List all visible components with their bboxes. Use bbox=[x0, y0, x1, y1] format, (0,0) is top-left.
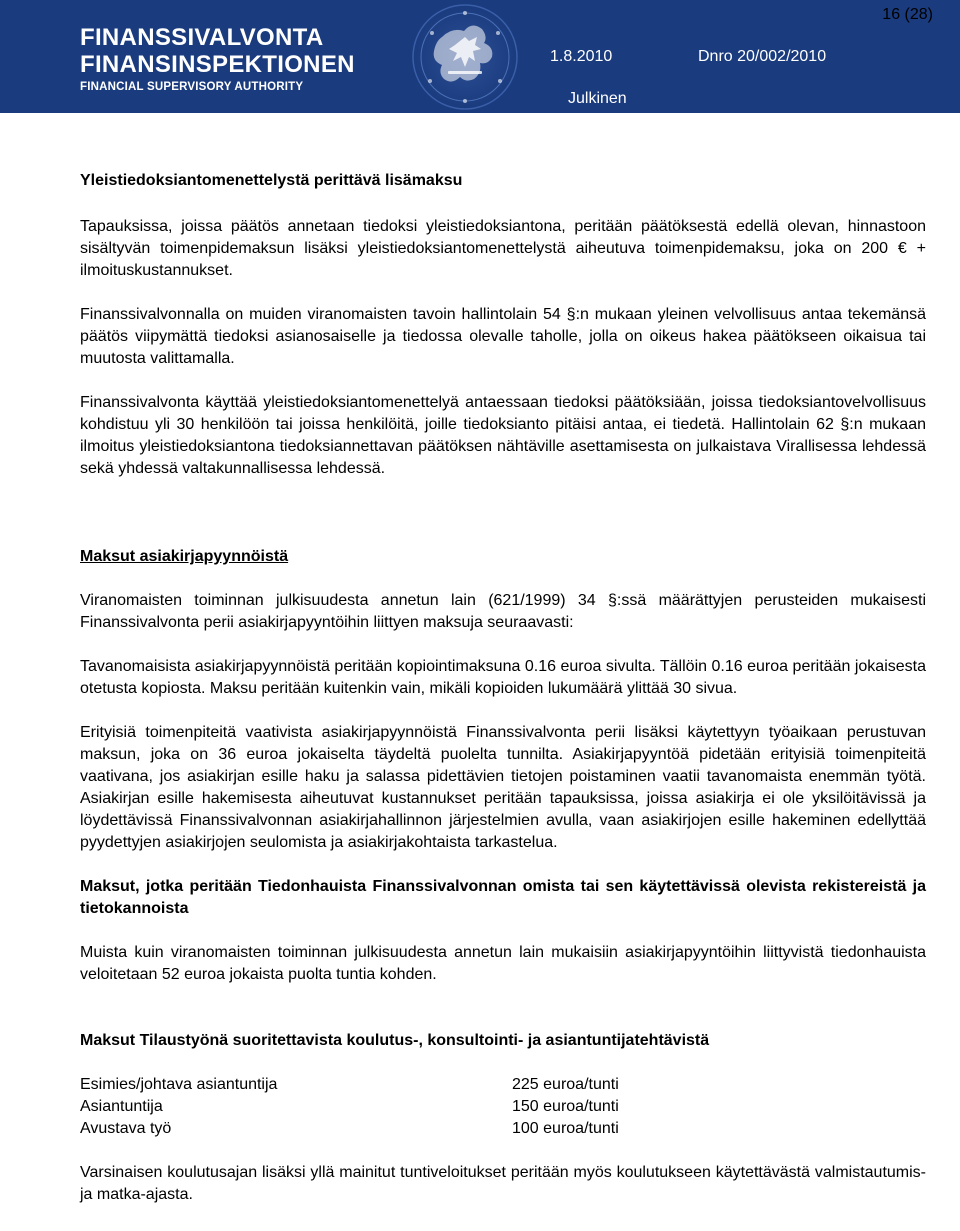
rate-role: Esimies/johtava asiantuntija bbox=[80, 1076, 278, 1093]
paragraph: Muista kuin viranomaisten toiminnan julkisuudesta annetun lain mukaisiin asiakirjapyyntöihin liittyvistä tiedonhauista veloitetaan 52 euroa jokaista puolta tuntia kohden. bbox=[80, 944, 926, 983]
page-number: 16 (28) bbox=[882, 6, 933, 23]
document-body bbox=[80, 170, 926, 1206]
rate-price: 100 euroa/tunti bbox=[512, 1120, 619, 1137]
logo-line-finansinspektionen: FINANSINSPEKTIONEN bbox=[80, 51, 355, 78]
paragraph: Tavanomaisista asiakirjapyynnöistä peritään kopiointimaksuna 0.16 euroa sivulta. Tällöin 0.16 euroa peritään jokaisesta otetusta kopiosta. Maksu peritään kuitenkin vain, mikäli kopioiden lukumäärä ylittää 30 sivua. bbox=[80, 658, 926, 697]
rate-price: 150 euroa/tunti bbox=[512, 1098, 619, 1115]
organization-logo bbox=[80, 24, 355, 95]
logo-line-english: FINANCIAL SUPERVISORY AUTHORITY bbox=[80, 81, 304, 93]
paragraph: Tapauksissa, joissa päätös annetaan tiedoksi yleistiedoksiantona, peritään päätöksestä edellä olevan, hinnastoon sisältyvän toimenpidemaksun lisäksi yleistiedoksiantomenettelystä aiheutuva toimenpidemaksu, joka on 200 € + ilmoituskustannukset. bbox=[80, 218, 926, 279]
paragraph: Finanssivalvonnalla on muiden viranomaisten tavoin hallintolain 54 §:n mukaan yleinen velvollisuus antaa tekemänsä päätös viipymättä tiedoksi asianosaiselle ja tiedossa olevalle taholle, jolla on oikeus hakea päätökseen oikaisua tai muutosta valittamalla. bbox=[80, 306, 926, 367]
paragraph: Varsinaisen koulutusajan lisäksi yllä mainitut tuntiveloitukset peritään myös koulutukseen käytettävästä valmistautumis- ja matka-ajasta. bbox=[80, 1164, 926, 1203]
rate-price: 225 euroa/tunti bbox=[512, 1076, 619, 1093]
paragraph: Erityisiä toimenpiteitä vaativista asiakirjapyynnöistä Finanssivalvonta perii lisäksi käytettyyn työaikaan perustuvan maksun, joka on 36 euroa jokaiselta täydeltä puolelta tunnilta. Asiakirjapyyntöä pidetään erityisiä toimenpiteitä vaativana, jos asiakirjan esille haku ja salassa pidettävien tietojen poistaminen vaatii tavanomaista enemmän työtä. Asiakirjan esille hakemisesta aiheutuvat kustannukset peritään tapauksissa, joissa asiakirja ei ole yksilöitävissä ja löydettävissä Finanssivalvonnan asiakirjahallinnon järjestelmien avulla, vaan asiakirjojen esille hakeminen edellyttää pyydettyjen asiakirjojen seulomista ja asiakirjakohtaista tarkastelua. bbox=[80, 724, 926, 851]
rate-row bbox=[80, 1096, 926, 1118]
document-classification: Julkinen bbox=[568, 90, 627, 107]
section-heading-asiakirjapyynnot: Maksut asiakirjapyynnöistä bbox=[80, 548, 289, 565]
rate-role: Asiantuntija bbox=[80, 1098, 163, 1115]
rate-row bbox=[80, 1074, 926, 1096]
rate-table bbox=[80, 1074, 926, 1140]
document-reference: Dnro 20/002/2010 bbox=[698, 48, 827, 65]
lion-seal-emblem bbox=[410, 3, 520, 111]
section-heading-tiedonhaut: Maksut, jotka peritään Tiedonhauista Finanssivalvonnan omista tai sen käytettävissä olevista rekistereistä ja tietokannoista bbox=[80, 878, 926, 917]
rate-row bbox=[80, 1118, 926, 1140]
paragraph: Viranomaisten toiminnan julkisuudesta annetun lain (621/1999) 34 §:ssä määrättyjen perusteiden mukaisesti Finanssivalvonta perii asiakirjapyyntöihin liittyen maksuja seuraavasti: bbox=[80, 592, 926, 631]
logo-line-finanssivalvonta: FINANSSIVALVONTA bbox=[80, 24, 324, 51]
header-banner bbox=[0, 0, 960, 113]
document-date: 1.8.2010 bbox=[550, 48, 613, 65]
paragraph: Finanssivalvonta käyttää yleistiedoksiantomenettelyä antaessaan tiedoksi päätöksiään, joissa tiedoksiantovelvollisuus kohdistuu yli 30 henkilöön tai joissa henkilöitä, joille tiedoksianto pitäisi antaa, ei tiedetä. Hallintolain 62 §:n mukaan ilmoitus yleistiedoksiantona tiedoksiannettavan päätöksen nähtäville asettamisesta on julkaistava Virallisessa lehdessä sekä yhdessä valtakunnallisessa lehdessä. bbox=[80, 394, 926, 477]
rate-role: Avustava työ bbox=[80, 1120, 172, 1137]
section-heading-yleistiedoksianto: Yleistiedoksiantomenettelystä perittävä lisämaksu bbox=[80, 172, 463, 189]
section-heading-tilaustyot: Maksut Tilaustyönä suoritettavista koulutus-, konsultointi- ja asiantuntijatehtävistä bbox=[80, 1032, 710, 1049]
